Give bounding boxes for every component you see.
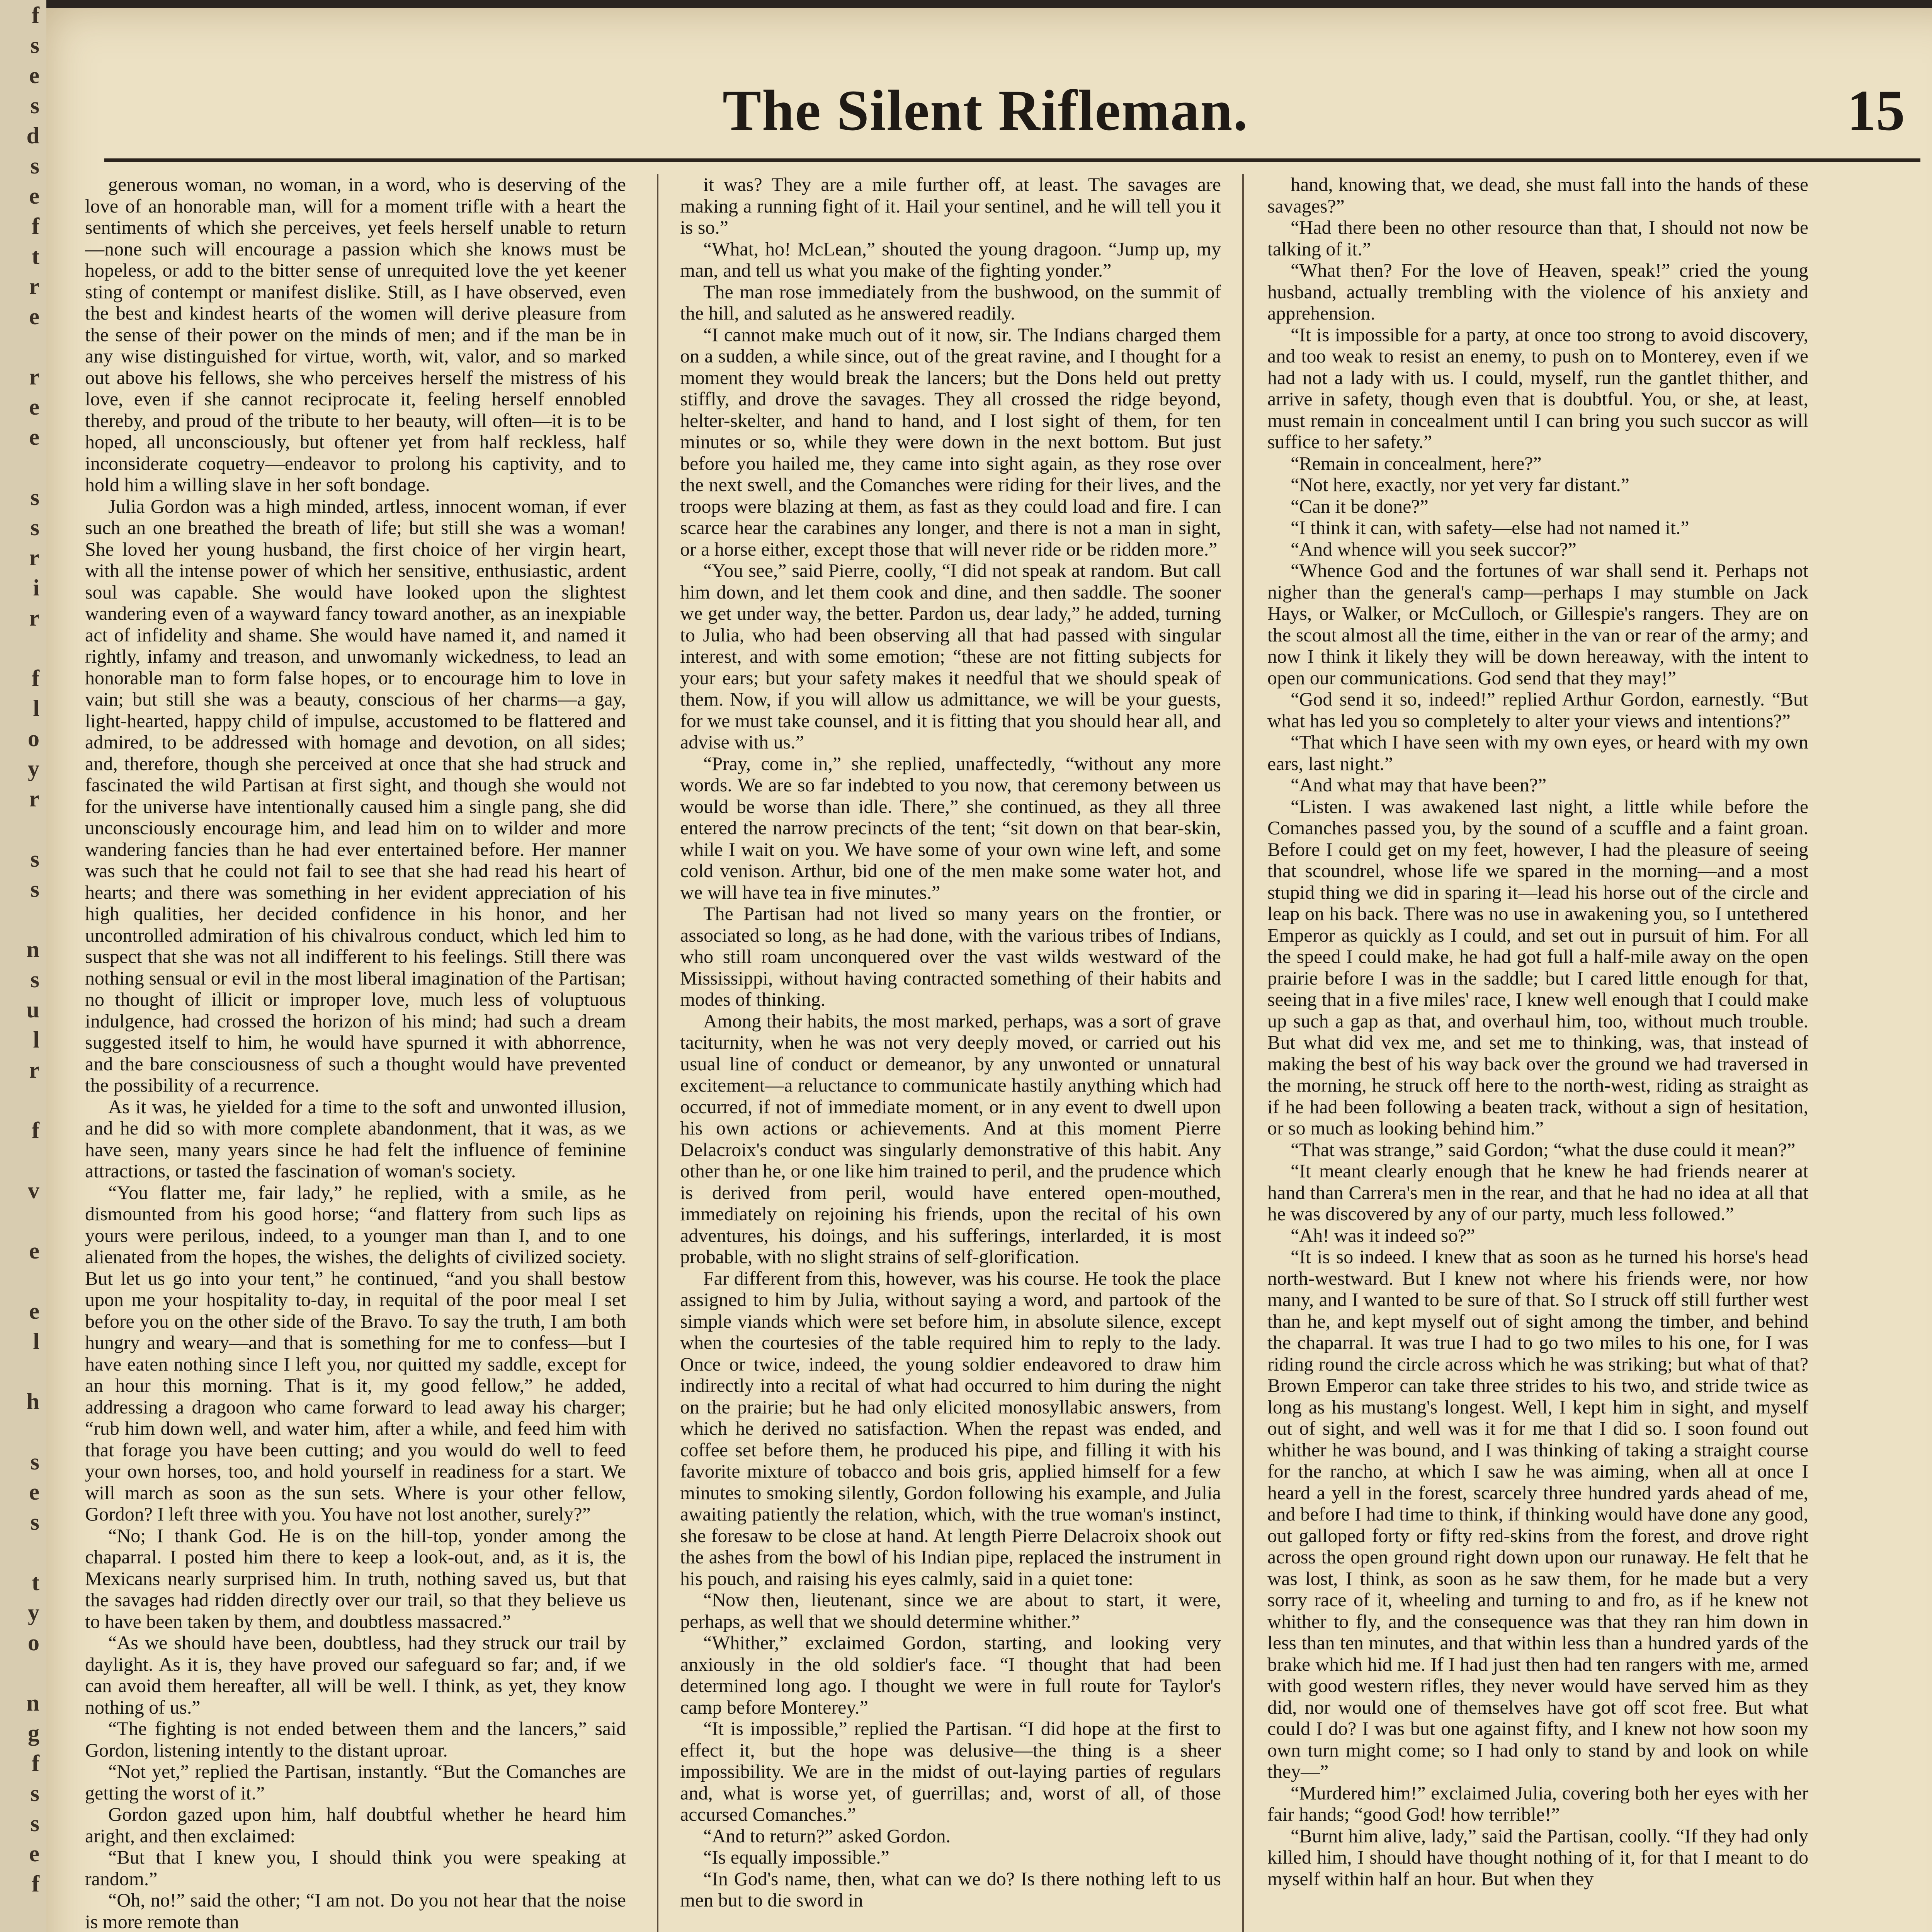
paragraph: “Pray, come in,” she replied, unaffectedly, “without any more words. We are so far indebted to you now, that ceremony between us would be worse than idle. There,” she continued, as they all three entered the narrow precincts of the tent; “sit down on that bear-skin, while I wait on you. We have some of your own wine left, and some cold venison. Arthur, bid one of the men make some water hot, and we will have tea in five minutes.” bbox=[680, 752, 1221, 903]
paragraph: “Remain in concealment, here?” bbox=[1291, 452, 1542, 474]
column-rule-2 bbox=[1242, 174, 1244, 1932]
edge-fragment: s bbox=[30, 876, 39, 902]
edge-fragment: o bbox=[28, 726, 39, 751]
paragraph: “Not yet,” replied the Partisan, instantly. “But the Comanches are getting the worst of it.” bbox=[85, 1760, 626, 1804]
edge-fragment: e bbox=[29, 1479, 39, 1505]
edge-fragment: s bbox=[30, 967, 39, 992]
edge-fragment: e bbox=[29, 1841, 39, 1866]
paragraph: “And whence will you seek succor?” bbox=[1291, 538, 1577, 560]
paragraph: “God send it so, indeed!” replied Arthur Gordon, earnestly. “But what has led you so completely to alter your views and intentions?” bbox=[1267, 688, 1808, 731]
page-header bbox=[104, 70, 1920, 162]
edge-fragment: t bbox=[32, 243, 39, 269]
edge-fragment bbox=[0, 452, 46, 482]
edge-fragment: g bbox=[28, 1720, 39, 1746]
paragraph: hand, knowing that, we dead, she must fall into the hands of these savages?” bbox=[1267, 174, 1808, 217]
page-number: 15 bbox=[1847, 78, 1905, 143]
paragraph: “Ah! was it indeed so?” bbox=[1291, 1224, 1475, 1246]
edge-fragment: s bbox=[30, 153, 39, 179]
paragraph: “I think it can, with safety—else had not named it.” bbox=[1291, 517, 1689, 538]
edge-fragment: e bbox=[29, 183, 39, 209]
edge-fragment: t bbox=[32, 1570, 39, 1595]
paragraph: The man rose immediately from the bushwood, on the summit of the hill, and saluted as he answered readily. bbox=[680, 281, 1221, 324]
paragraph: “No; I thank God. He is on the hill-top, yonder among the chaparral. I posted him there to keep a look-out, and, as it is, the Mexicans nearly surprised him. In truth, nothing saved us, but that the savages had ridden directly over our trail, so that they believe us to have been taken by them, and doubtless massacred.” bbox=[85, 1524, 626, 1632]
text-column-2 bbox=[680, 174, 1221, 1932]
edge-fragment bbox=[0, 1658, 46, 1688]
edge-fragment: e bbox=[29, 304, 39, 329]
paragraph: “Whence God and the fortunes of war shall send it. Perhaps not nigher than the general's camp—perhaps I may stumble on Jack Hays, or Walker, or McCulloch, or Gillespie's rangers. They are on the scout almost all the time, either in the van or rear of the army; and now I think it likely they will be down hereaway, with the intent to open our communications. God send that they may!” bbox=[1267, 560, 1808, 689]
edge-fragment: s bbox=[30, 515, 39, 540]
edge-fragment: s bbox=[30, 1449, 39, 1475]
paragraph: “It meant clearly enough that he knew he had friends nearer at hand than Carrera's men in the rear, and that he had no idea at all that he was discovered by any of our party, much less followed.” bbox=[1267, 1160, 1808, 1225]
paragraph: As it was, he yielded for a time to the soft and unwonted illusion, and he did so with more complete abandonment, that it was, as we have seen, many years since he had felt the influence of feminine attractions, or tasted the fascination of woman's society. bbox=[85, 1095, 626, 1182]
paragraph: generous woman, no woman, in a word, who is deserving of the love of an honorable man, will for a moment trifle with a heart the sentiments of which she perceives, yet feels herself unable to return—none such will encourage a passion which she knows must be hopeless, or add to the bitter sense of unrequited love the yet keener sting of contempt or manifest dislike. Still, as I have observed, even the best and kindest hearts of the women will derive pleasure from the sense of their power on the minds of men; and if the man be in any wise distinguished for virtue, worth, wit, valor, and so marked out above his fellows, she who perceives herself the mistress of his love, even if she cannot reciprocate it, feeling herself ennobled thereby, and proud of the tribute to her beauty, will often—it is to be hoped, all unconsciously, but oftener yet from half reckless, half inconsiderate coquetry—endeavor to prolong his captivity, and to hold him a willing slave in her soft bondage. bbox=[85, 174, 626, 495]
edge-fragment bbox=[0, 1085, 46, 1115]
paragraph: “Listen. I was awakened last night, a little while before the Comanches passed you, by the sound of a scuffle and a faint groan. Before I could get on my feet, however, I had the pleasure of seeing that scoundrel, whose life we spared in the morning—and a most stupid thing we did in sparing it—lead his horse out of the circle and leap on his back. There was no use in awakening you, so I untethered Emperor as quickly as I could, and set out in pursuit of him. For all the speed I could make, he had got full a half-mile away on the open prairie before I was in the saddle; but I cared little enough for that, seeing that in a five miles' race, I knew well enough that I could make up such a gap as that, and overhaul him, too, without much trouble. But what did vex me, and set me to thinking, was, that instead of making the best of his way back over the ground we had traversed in the morning, he struck off here to the north-west, riding as straight as if he had been following a beaten track, without a sign of hesitation, or so much as looking behind him.” bbox=[1267, 795, 1808, 1139]
edge-fragment: h bbox=[26, 1389, 39, 1414]
paragraph: “Had there been no other resource than that, I should not now be talking of it.” bbox=[1267, 216, 1808, 260]
edge-fragment: s bbox=[30, 1811, 39, 1836]
edge-fragment: s bbox=[30, 1509, 39, 1535]
edge-fragment bbox=[0, 1145, 46, 1175]
edge-fragment: s bbox=[30, 846, 39, 872]
edge-fragment bbox=[0, 1356, 46, 1386]
edge-fragment: f bbox=[32, 1117, 39, 1143]
paragraph: “Oh, no!” said the other; “I am not. Do you not hear that the noise is more remote than bbox=[85, 1889, 626, 1932]
edge-fragment: n bbox=[26, 937, 39, 962]
paragraph: “Is equally impossible.” bbox=[703, 1846, 889, 1868]
paragraph: “And to return?” asked Gordon. bbox=[703, 1825, 951, 1847]
paragraph: “Not here, exactly, nor yet very far distant.” bbox=[1291, 474, 1629, 495]
paragraph: Among their habits, the most marked, perhaps, was a sort of grave taciturnity, when he was not very deeply moved, or carried out his usual line of conduct or demeanor, by any unwonted or unnatural excitement—a reluctance to communicate hastily anything which had occurred, if not of immediate moment, or in any event to dwell upon his own actions or achievements. And at this moment Pierre Delacroix's conduct was singularly demonstrative of this habit. Any other than he, or one like him trained to peril, and the prudence which is derived from peril, would have entered open-mouthed, immediately on rejoining his friends, upon the recital of his own adventures, his doings, and his sufferings, interlarded, it is most probable, with no slight strains of self-glorification. bbox=[680, 1010, 1221, 1267]
paragraph: “It is impossible,” replied the Partisan. “I did hope at the first to effect it, but the hope was delusive—the thing is a sheer impossibility. We are in the midst of out-laying parties of regulars and, what is worse yet, of guerrillas; and, worst of all, of those accursed Comanches.” bbox=[680, 1718, 1221, 1825]
paragraph: “Murdered him!” exclaimed Julia, covering both her eyes with her fair hands; “good God! how terrible!” bbox=[1267, 1782, 1808, 1825]
edge-fragment: d bbox=[26, 123, 39, 148]
edge-fragment: e bbox=[29, 1238, 39, 1264]
edge-fragment: f bbox=[32, 2, 39, 28]
paragraph: “Now then, lieutenant, since we are about to start, it were, perhaps, as well that we should determine whither.” bbox=[680, 1589, 1221, 1632]
paragraph: “As we should have been, doubtless, had they struck our trail by daylight. As it is, they have proved our safeguard so far; and, if we can avoid them hereafter, all will be well. I think, as yet, they know nothing of us.” bbox=[85, 1632, 626, 1718]
paragraph: “It is impossible for a party, at once too strong to avoid discovery, and too weak to resist an enemy, to push on to Monterey, even if we had not a lady with us. I could, myself, run the gantlet thither, and arrive in safety, though even that is doubtful. You, or she, at least, must remain in concealment until I can bring you such succor as will suffice to her safety.” bbox=[1267, 323, 1808, 452]
edge-fragment: s bbox=[30, 1781, 39, 1806]
previous-page-edge bbox=[0, 0, 46, 1932]
paragraph: it was? They are a mile further off, at least. The savages are making a running fight of it. Hail your sentinel, and he will tell you it is so.” bbox=[680, 174, 1221, 238]
edge-fragment: r bbox=[29, 605, 39, 631]
edge-fragment: y bbox=[28, 756, 39, 781]
edge-fragment: f bbox=[32, 1750, 39, 1776]
edge-fragment: r bbox=[29, 786, 39, 811]
paragraph: “Whither,” exclaimed Gordon, starting, and looking very anxiously in the old soldier's face. “I thought that had been determined long ago. I thought we were in full route for Taylor's camp before Monterey.” bbox=[680, 1632, 1221, 1718]
paragraph: “That was strange,” said Gordon; “what the duse could it mean?” bbox=[1291, 1138, 1796, 1160]
paragraph: Gordon gazed upon him, half doubtful whether he heard him aright, and then exclaimed: bbox=[85, 1803, 626, 1847]
edge-fragment: s bbox=[30, 93, 39, 118]
edge-fragment: r bbox=[29, 364, 39, 389]
text-column-1 bbox=[85, 174, 626, 1932]
edge-fragment bbox=[0, 633, 46, 663]
edge-fragment bbox=[0, 1537, 46, 1567]
paragraph: The Partisan had not lived so many years on the frontier, or associated so long, as he had done, with the various tribes of Indians, who still roam unconquered over the vast wilds westward of the Mississippi, without having contracted something of their habits and modes of thinking. bbox=[680, 903, 1221, 1010]
column-rule-1 bbox=[657, 174, 658, 1932]
edge-fragment: e bbox=[29, 394, 39, 420]
paragraph: “It is so indeed. I knew that as soon as he turned his horse's head north-westward. But I knew not where his friends were, nor how many, and I wanted to be sure of that. So I struck off still further west than he, and kept myself out of sight among the timber, and behind the chaparral. It was true I had to go two miles to his one, for I was riding round the circle across which he was striking; but what of that? Brown Emperor can take three strides to his two, and stride twice as long as his mustang's longest. Well, I kept him in sight, and myself out of sight, and well was it for me that I did so. I soon found out whither he was bound, and I was thinking of taking a straight course for the rancho, at which I saw he was aiming, when all at once I heard a yell in the forest, scarcely three hundred yards ahead of me, and before I had time to think, if thinking would have done any good, out galloped forty or fifty red-skins from the forest, and drove right across the open ground right down upon our runaway. He felt that he was lost, I think, as soon as he saw them, for he made but a very sorry race of it, wheeling and turning to and fro, as if he knew not whither to fly, and the consequence was that they ran him down in less than ten minutes, and that within less than a hundred yards of the brake which hid me. If I had just then had ten rangers with me, armed with good western rifles, they never would have served him as they did, nor would one of themselves have got off scot free. But what could I do? I was but one against fifty, and I knew not how soon my own turn might come; so I had only to stand by and look on while they—” bbox=[1267, 1246, 1808, 1782]
paragraph: “You see,” said Pierre, coolly, “I did not speak at random. But call him down, and let them cook and dine, and then saddle. The sooner we get under way, the better. Pardon us, dear lady,” he added, turning to Julia, who had been observing all that had passed with singular interest, and with some emotion; “these are not fitting subjects for your ears; but your safety makes it needful that we should speak of them. Now, if you will allow us admittance, we will be your guests, for we must take counsel, and it is fitting that you should hear all, and advise with us.” bbox=[680, 560, 1221, 753]
edge-fragment bbox=[0, 1417, 46, 1447]
edge-fragment: e bbox=[29, 1298, 39, 1324]
paragraph: “And what may that have been?” bbox=[1291, 774, 1547, 796]
paragraph: “You flatter me, fair lady,” he replied, with a smile, as he dismounted from his good horse; “and flattery from such lips as yours were perilous, indeed, to a younger man than I, and to one alienated from the hopes, the wishes, the delights of civilized society. But let us go into your tent,” he continued, “and you shall bestow upon me your hospitality to-day, in requital of the poor meal I set before you on the other side of the Bravo. To say the truth, I am both hungry and weary—and that is something for me to confess—but I have eaten nothing since I left you, nor quitted my saddle, except for an hour this morning. That is it, my good fellow,” he added, addressing a dragoon who came forward to lead away his charger; “rub him down well, and water him, after a while, and feed him with that forage you have been cutting; and you would do well to feed your own horses, too, and hold yourself in readiness for a start. We will march as soon as the sun sets. Where is your other fellow, Gordon? I left three with you. You have not lost another, surely?” bbox=[85, 1181, 626, 1525]
paragraph: “The fighting is not ended between them and the lancers,” said Gordon, listening intently to the distant uproar. bbox=[85, 1718, 626, 1761]
paragraph: “Can it be done?” bbox=[1291, 495, 1429, 517]
edge-fragment: r bbox=[29, 274, 39, 299]
edge-fragment: f bbox=[32, 213, 39, 239]
edge-fragment: n bbox=[26, 1690, 39, 1716]
paragraph: “What then? For the love of Heaven, speak!” cried the young husband, actually trembling with the violence of his anxiety and apprehension. bbox=[1267, 259, 1808, 324]
text-column-3 bbox=[1267, 174, 1808, 1932]
edge-fragment: o bbox=[28, 1630, 39, 1655]
edge-fragment bbox=[0, 814, 46, 844]
edge-fragment: s bbox=[30, 32, 39, 58]
paragraph: Far different from this, however, was his course. He took the place assigned to him by Julia, without saying a word, and partook of the simple viands which were set before him, in absolute silence, except when the courtesies of the table required him to reply to the lady. Once or twice, indeed, the young soldier endeavored to draw him indirectly into a recital of what had occurred to him during the night on the prairie; but he had only elicited monosyllabic answers, from which he derived no satisfaction. When the repast was ended, and coffee set before them, he produced his pipe, and filling it with his favorite mixture of tobacco and bois gris, applied himself for a few minutes to smoking silently, Gordon following his example, and Julia awaiting patiently the relation, which, with the true woman's instinct, she foresaw to be close at hand. At length Pierre Delacroix shook out the ashes from the bowl of his Indian pipe, replaced the instrument in his pouch, and raising his eyes calmly, said in a quiet tone: bbox=[680, 1267, 1221, 1589]
edge-fragment: f bbox=[32, 665, 39, 691]
edge-fragment: l bbox=[33, 1027, 39, 1053]
edge-fragment: r bbox=[29, 545, 39, 570]
paragraph: “In God's name, then, what can we do? Is there nothing left to us men but to die sword in bbox=[680, 1867, 1221, 1911]
edge-fragment: f bbox=[32, 1871, 39, 1896]
paragraph: “I cannot make much out of it now, sir. The Indians charged them on a sudden, a while since, out of the great ravine, and I thought for a moment they would break the lancers; but the Dons held out pretty stiffly, and drove the savages. They all crossed the ridge beyond, helter-skelter, and hand to hand, and I lost sight of them, for ten minutes or so, while they were down in the next bottom. But just before you hailed me, they came into sight again, as they rose over the next swell, and the Comanches were riding for their lives, and the troops were blazing at them, as fast as they could load and fire. I can scarce hear the carabines any longer, and there is not a man in sight, or a horse either, except those that will never ride or be ridden more.” bbox=[680, 323, 1221, 560]
paragraph: “That which I have seen with my own eyes, or heard with my own ears, last night.” bbox=[1267, 731, 1808, 774]
edge-fragment: u bbox=[26, 997, 39, 1022]
page-title: The Silent Rifleman. bbox=[723, 78, 1248, 143]
edge-fragment: i bbox=[33, 575, 39, 600]
paragraph: “But that I knew you, I should think you were speaking at random.” bbox=[85, 1846, 626, 1889]
edge-fragment bbox=[0, 332, 46, 362]
edge-fragment: l bbox=[33, 696, 39, 721]
edge-fragment: e bbox=[29, 424, 39, 450]
edge-fragment bbox=[0, 1206, 46, 1236]
edge-fragment: s bbox=[30, 485, 39, 510]
edge-fragment: e bbox=[29, 63, 39, 88]
edge-fragment: v bbox=[28, 1178, 39, 1203]
paragraph: “Burnt him alive, lady,” said the Partisan, coolly. “If they had only killed him, I should have thought nothing of it, for that I meant to do myself within half an hour. But when they bbox=[1267, 1825, 1808, 1889]
edge-fragment: y bbox=[28, 1600, 39, 1625]
edge-fragment bbox=[0, 904, 46, 934]
edge-fragment bbox=[0, 1266, 46, 1296]
edge-fragment: r bbox=[29, 1057, 39, 1083]
paragraph: Julia Gordon was a high minded, artless, innocent woman, if ever such an one breathed the breath of life; but still she was a woman! She loved her young husband, the first choice of her virgin heart, with all the intense power of which her sensitive, enthusiastic, ardent soul was capable. She would have looked upon the slightest wandering even of a wayward fancy toward another, as an inexpiable act of infidelity and shame. She would have named it, and named it rightly, infamy and treason, and unwomanly wickedness, to lead an honorable man to form false hopes, or to encourage him to love in vain; but still she was a beauty, conscious of her charms—a gay, light-hearted, happy child of impulse, accustomed to be flattered and admired, to be addressed with homage and devotion, on all sides; and, therefore, though she perceived at once that she had struck and fascinated the wild Partisan at first sight, and though she would not for the universe have intentionally caused him a single pang, she did unconsciously encourage him, and lead him on to wilder and more wandering fancies than he had ever entertained before. Her manner was such that he could not fail to see that she had read his heart of hearts; and there was something in her evident appreciation of his high qualities, her decided confidence in his honor, and her uncontrolled admiration of his chivalrous conduct, which led him to suspect that she was not all indifferent to his feelings. Still there was nothing sensual or evil in the most liberal imagination of the Partisan; no thought of illicit or improper love, much less of voluptuous indulgence, had crossed the horizon of his mind; had such a dream suggested itself to him, he would have spurned it with abhorrence, and the bare consciousness of such a thought would have prevented the possibility of a recurrence. bbox=[85, 495, 626, 1096]
paragraph: “What, ho! McLean,” shouted the young dragoon. “Jump up, my man, and tell us what you make of the fighting yonder.” bbox=[680, 238, 1221, 281]
edge-fragment: l bbox=[33, 1328, 39, 1354]
